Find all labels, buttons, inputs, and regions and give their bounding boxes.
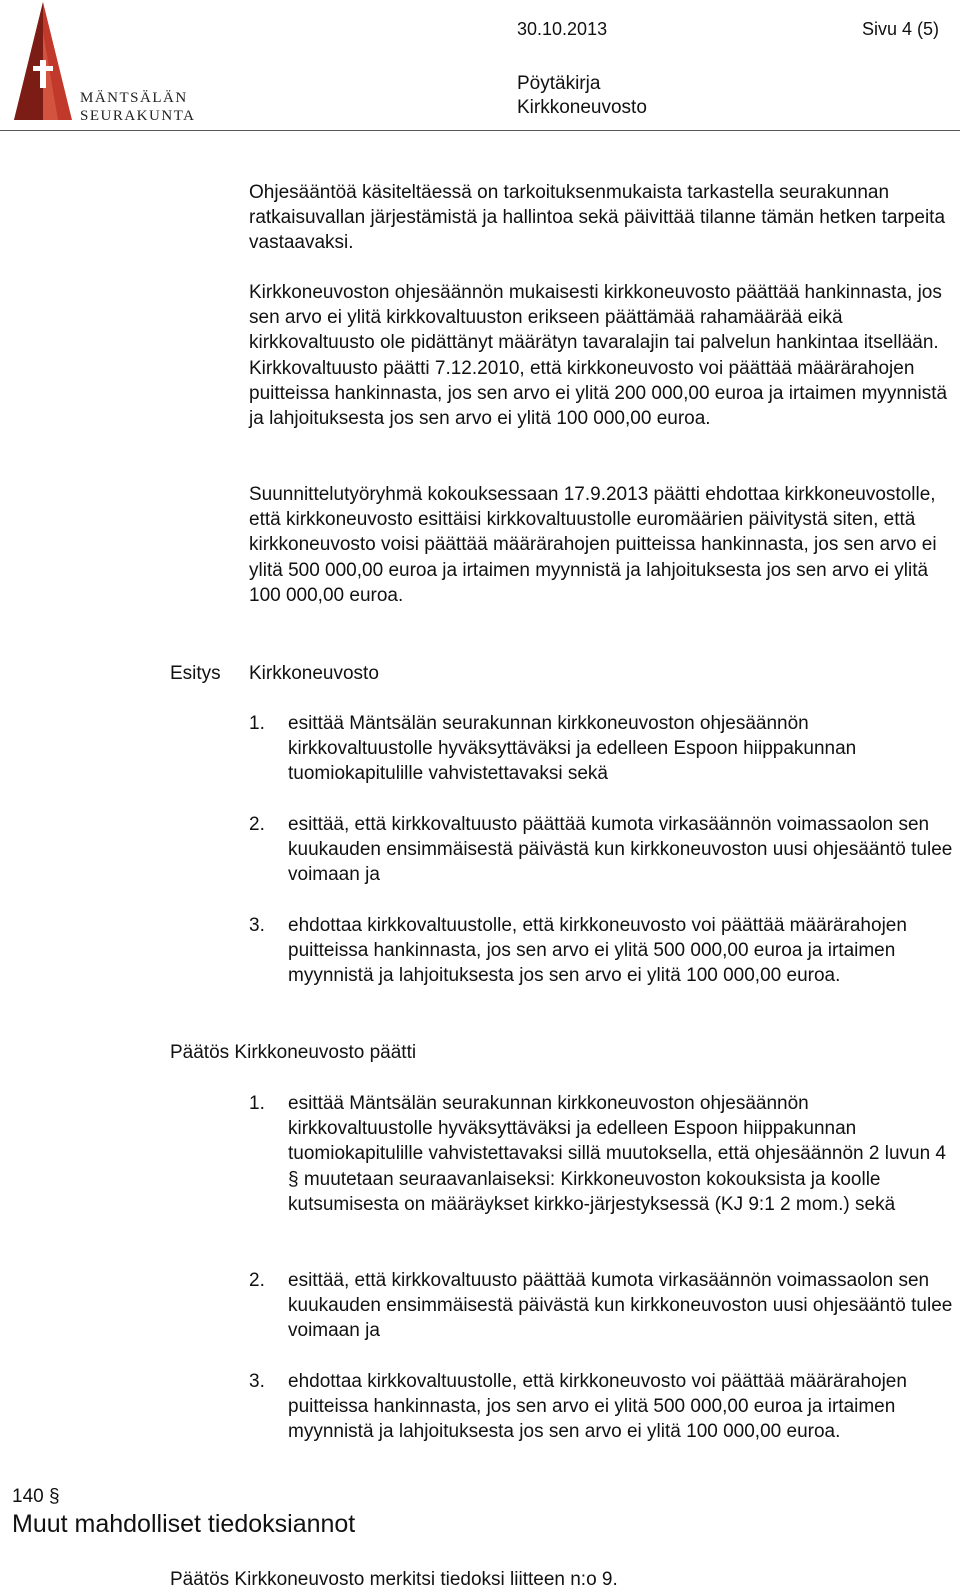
paatos-item-text: ehdottaa kirkkovaltuustolle, että kirkkoneuvosto voi päättää määrärahojen puitteissa hankinnasta, jos sen arvo ei ylitä 500 000,00 euroa ja irtaimen myynnistä ja lahjoituksesta jos sen arvo ei ylitä 100 000,00 euroa. [288,1371,907,1443]
document-date: 30.10.2013 [517,19,608,39]
logo-text-line1: MÄNTSÄLÄN [80,90,188,106]
header-divider [0,130,960,131]
paatos-item-number: 2. [249,1270,265,1291]
section-number: 140 § [12,1486,60,1507]
intro-paragraph-3: Suunnittelutyöryhmä kokouksessaan 17.9.2013 päätti ehdottaa kirkkoneuvostolle, että kirkkoneuvosto esittäisi kirkkovaltuustolle euromäärien päivitystä siten, että kirkkoneuvosto voisi päättää määrärahojen puitteissa hankinnasta, jos sen arvo ei ylitä 500 000,00 euroa ja irtaimen myynnistä ja lahjoituksesta jos sen arvo ei ylitä 100 000,00 euroa. [249,484,937,606]
esitys-item-text: esittää Mäntsälän seurakunnan kirkkoneuvoston ohjesäännön kirkkovaltuustolle hyväksyttäväksi ja edelleen Espoon hiippakunnan tuomiokapitulille vahvistettavaksi sekä [288,713,857,785]
intro-paragraph-2: Kirkkoneuvoston ohjesäännön mukaisesti kirkkoneuvosto päättää hankinnasta, jos sen arvo ei ylitä kirkkovaltuuston erikseen päättämää rahamäärää eikä kirkkovaltuusto ole pidättänyt määrätyn tavaralajin tai palvelun hankintaa itsellään. Kirkkovaltuusto päätti 7.12.2010, että kirkkoneuvosto voi päättää määrärahojen puitteissa hankinnasta, jos sen arvo ei ylitä 200 000,00 euroa ja irtaimen myynnistä ja lahjoituksesta jos sen arvo ei ylitä 100 000,00 euroa. [249,282,948,430]
church-spire-icon [12,2,74,124]
church-logo [8,0,198,125]
paatos-label: Päätös Kirkkoneuvosto päätti [170,1042,417,1063]
esitys-item-text: esittää, että kirkkovaltuusto päättää kumota virkasäännön voimassaolon sen kuukauden ensimmäisestä päivästä kun kirkkoneuvoston uusi ohjesääntö tulee voimaan ja [288,814,953,886]
esitys-label: Esitys [170,663,221,684]
section-title: Muut mahdolliset tiedoksiannot [12,1510,356,1538]
esitys-item-text: ehdottaa kirkkovaltuustolle, että kirkkoneuvosto voi päättää määrärahojen puitteissa hankinnasta, jos sen arvo ei ylitä 500 000,00 euroa ja irtaimen myynnistä ja lahjoituksesta jos sen arvo ei ylitä 100 000,00 euroa. [288,915,907,987]
paatos-item-number: 3. [249,1371,265,1392]
paatos-item-number: 1. [249,1093,265,1114]
intro-paragraph-1: Ohjesääntöä käsiteltäessä on tarkoituksenmukaista tarkastella seurakunnan ratkaisuvallan järjestämistä ja hallintoa sekä päivittää tilanne tämän hetken tarpeita vastaavaksi. [249,182,946,254]
page-number: Sivu 4 (5) [862,19,940,39]
paatos-item-text: esittää, että kirkkovaltuusto päättää kumota virkasäännön voimassaolon sen kuukauden ensimmäisestä päivästä kun kirkkoneuvoston uusi ohjesääntö tulee voimaan ja [288,1270,953,1342]
esitys-item-number: 3. [249,915,265,936]
section-decision: Päätös Kirkkoneuvosto merkitsi tiedoksi liitteen n:o 9. [170,1569,618,1590]
logo-text-line2: SEURAKUNTA [80,108,196,124]
document-type: Pöytäkirja [517,73,601,94]
paatos-item-text: esittää Mäntsälän seurakunnan kirkkoneuvoston ohjesäännön kirkkovaltuustolle hyväksyttäväksi ja edelleen Espoon hiippakunnan tuomiokapitulille vahvistettavaksi sillä muutoksella, että ohjesäännön 2 luvun 4 § muutetaan seuraavanlaiseksi: Kirkkoneuvoston kokouksista ja koolle kutsumisesta on määräykset kirkko-järjestyksessä (KJ 9:1 2 mom.) sekä [288,1093,946,1215]
esitys-item-number: 2. [249,814,265,835]
document-body: Kirkkoneuvosto [517,97,647,118]
esitys-heading: Kirkkoneuvosto [249,663,379,684]
esitys-item-number: 1. [249,713,265,734]
